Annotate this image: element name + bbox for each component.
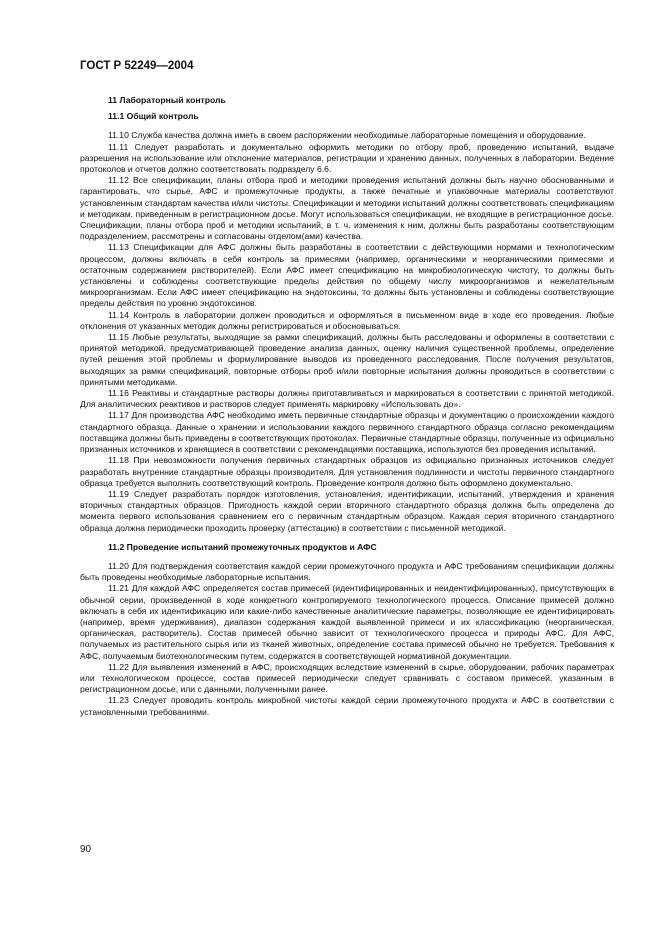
subsection-title-general: 11.1 Общий контроль: [108, 111, 199, 122]
section-title: 11 Лабораторный контроль: [108, 95, 226, 105]
paragraph-11-12: 11.12 Все спецификации, планы отбора проб и методики проведения испытаний должны быть научно обоснованными и гарантировать, что сырье, АФС и промежуточные продукты, а также печатные и упаковочные материалы соответствуют установленным стандартам качества и/или чистоты. Спецификации и методики испытаний должны соответствовать спецификациям и методикам, приведенным в регистрационном досье. Могут использоваться спецификации, не входящие в регистрационное досье. Спецификации, планы отбора проб и методики испытаний, в т. ч. изменения к ним, должны быть разработаны соответствующим подразделением, рассмотрены и согласованы отделом(ами) качества.: [80, 175, 614, 242]
paragraph-11-17: 11.17 Для производства АФС необходимо иметь первичные стандартные образцы и документацию о происхождении каждого стандартного образца. Данные о хранении и использовании каждого первичного стандартного образца согласно рекомендациям поставщика должны быть приведены в соответствующих протоколах. Первичные стандартные образцы, полученные из официально признанных источников и хранящиеся в соответствии с рекомендациями поставщика, используются без проведения испытаний.: [80, 410, 614, 455]
paragraph-11-13: 11.13 Спецификации для АФС должны быть разработаны в соответствии с действующими нормами и технологическим процессом, должны включать в себя контроль за примесями (например, органическими и неорганическими примесями и остаточным содержанием растворителей). Если АФС имеет спецификацию на микробиологическую чистоту, то должны быть установлены и соблюдены соответствующие пределы действия по общему числу микроорганизмов и нежелательным микроорганизмам. Если АФС имеет спецификацию на эндотоксины, то должны быть установлены и соблюдены соответствующие пределы действия по уровню эндотоксинов.: [80, 242, 614, 309]
paragraph-11-16: 11.16 Реактивы и стандартные растворы должны приготавливаться и маркироваться в соответствии с принятой методикой. Для аналитических реактивов и растворов следует применять маркировку «Использовать до».: [80, 388, 614, 410]
paragraph-11-10: 11.10 Служба качества должна иметь в своем распоряжении необходимые лабораторные помещения и оборудование.: [108, 130, 586, 141]
paragraph-11-18: 11.18 При невозможности получения первичных стандартных образцов из официально признанных источников следует разработать внутренние стандартные образцы производителя. Для установления подлинности и чистоты первичного стандартного образца требуется выполнить соответствующий контроль. Проведение контроля должно быть оформлено документально.: [80, 455, 614, 488]
paragraph-11-15: 11.15 Любые результаты, выходящие за рамки спецификаций, должны быть расследованы и оформлены в соответствии с принятой методикой, предусматривающей проведение анализа данных, оценку наличия существенной проблемы, определение путей решения этой проблемы и формулирование выводов из проведенного расследования. После получения результатов, выходящих за рамки спецификаций, повторные отборы проб и/или повторные испытания должны проводиться в соответствии с принятыми методиками.: [80, 332, 614, 387]
subsection-title-testing: 11.2 Проведение испытаний промежуточных продуктов и АФС: [108, 541, 377, 552]
document-header: ГОСТ Р 52249—2004: [80, 60, 194, 72]
paragraph-11-14: 11.14 Контроль в лаборатории должен проводиться и оформляться в письменном виде в ходе его проведения. Любые отклонения от указанных методик должны регистрироваться и обосновываться.: [80, 309, 614, 331]
page-number: 90: [80, 844, 92, 855]
page-content: [80, 95, 614, 718]
paragraph-11-22: 11.22 Для выявления изменений в АФС, происходящих вследствие изменений в сырье, оборудовании, рабочих параметрах или технологическом процессе, состав примесей периодически следует сравнивать с составом примесей, указанным в регистрационном досье, или с данными, полученными ранее.: [80, 661, 614, 695]
paragraph-11-20: 11.20 Для подтверждения соответствия каждой серии промежуточного продукта и АФС требованиям спецификации должны быть проведены необходимые лабораторные испытания.: [80, 560, 614, 583]
paragraph-11-23: 11.23 Следует проводить контроль микробной чистоты каждой серии промежуточного продукта и АФС в соответствии с установленными требованиями.: [80, 695, 614, 717]
paragraph-11-19: 11.19 Следует разработать порядок изготовления, установления, идентификации, испытаний, утверждения и хранения вторичных стандартных образцов. Пригодность каждой серии вторичного стандартного образца должна быть определена до момента первого использования сравнением его с первичным стандартным образцом. Каждая серия вторичного стандартного образца должна периодически проходить проверку (аттестацию) в соответствии с письменной методикой.: [80, 488, 614, 533]
paragraph-11-11: 11.11 Следует разработать и документально оформить методики по отбору проб, проведению испытаний, выдаче разрешения на использование или отклонение материалов, регистрации и хранению данных, полученных в лаборатории. Ведение протоколов и отчетов должно соответствовать подразделу 6.6.: [80, 141, 614, 175]
paragraph-11-21: 11.21 Для каждой АФС определяется состав примесей (идентифицированных и неидентифицированных), присутствующих в обычной серии, произведенной в ходе конкретного контролируемого технологического процесса. Описание примесей должно включать в себя их идентификацию или какие-либо качественные аналитические параметры, позволяющие ее идентифицировать (например, время удерживания), диапазон содержания каждой выявленной примеси и их классификацию (неорганическая, органическая, растворитель). Состав примесей обычно зависит от технологического процесса и природы АФС. Для АФС, получаемых из растительного сырья или из тканей животных, определение состава примесей обычно не требуется. Требования к АФС, получаемым биотехнологическим путем, содержатся в соответствующей нормативной документации.: [80, 583, 614, 661]
